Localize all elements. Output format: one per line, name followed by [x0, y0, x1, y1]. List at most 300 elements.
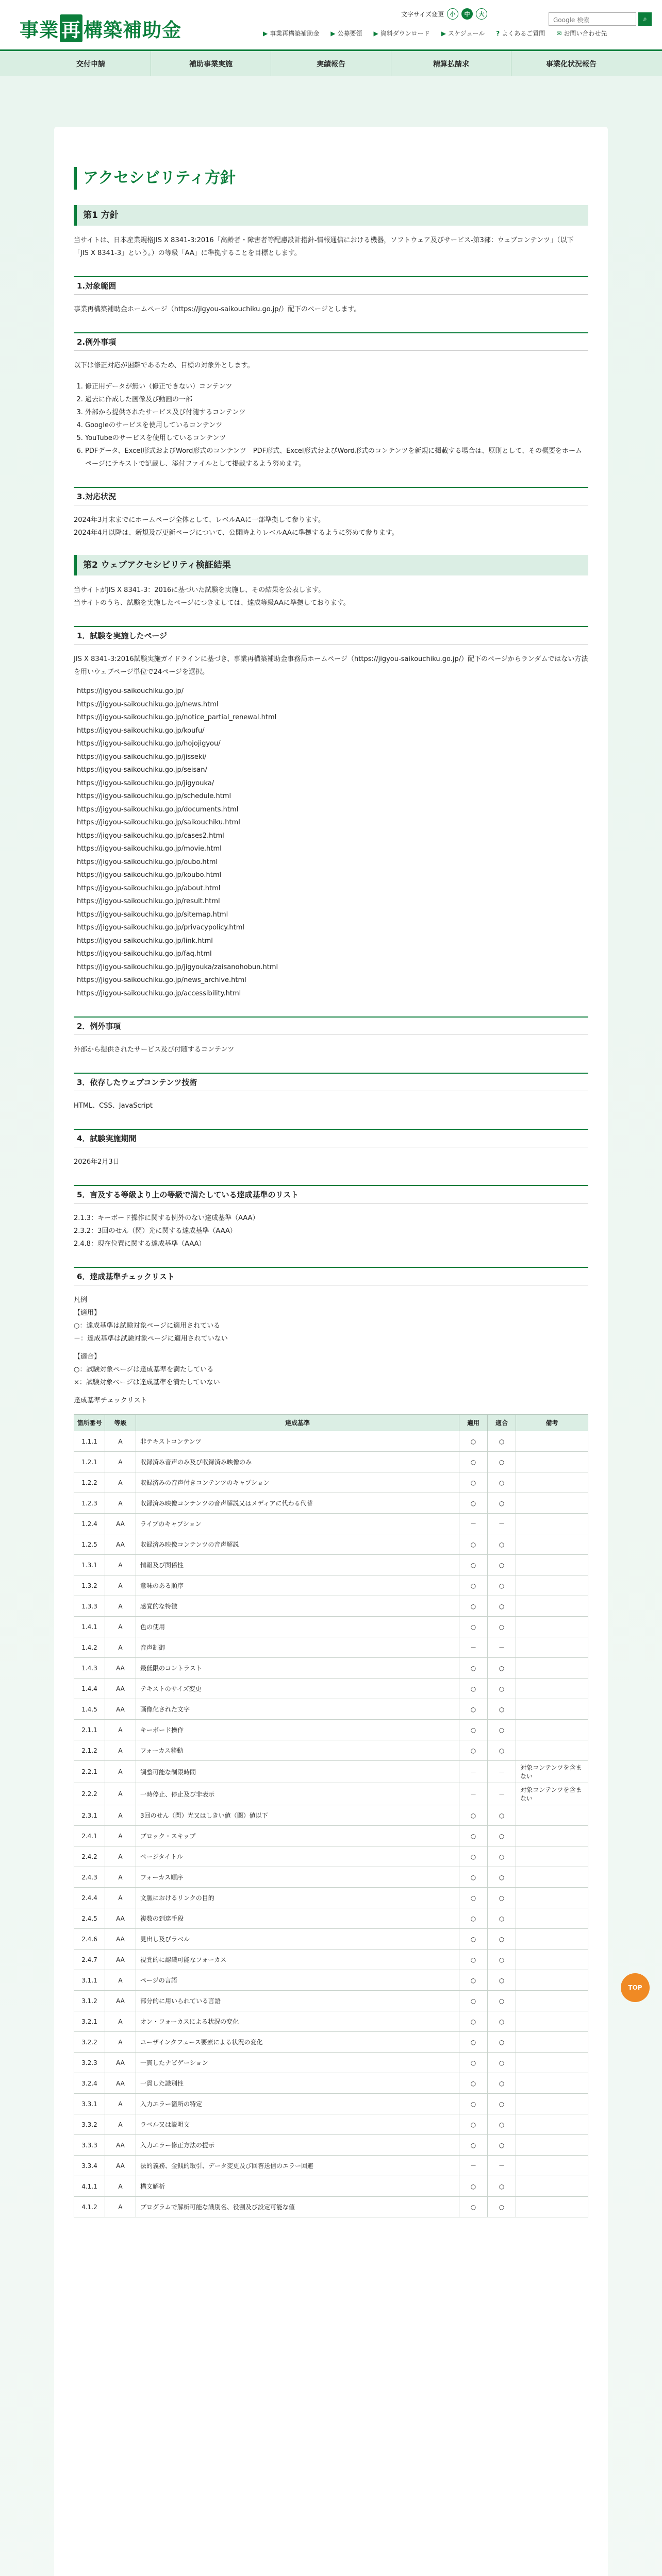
table-cell: ○	[488, 1452, 516, 1472]
table-cell: 1.4.5	[74, 1699, 105, 1720]
table-cell: 3.3.2	[74, 2114, 105, 2135]
table-cell	[516, 1555, 588, 1575]
table-row	[74, 1908, 588, 1929]
table-row	[74, 1658, 588, 1679]
table-cell: AA	[105, 1950, 136, 1970]
table-cell: AA	[105, 2073, 136, 2094]
table-cell: AA	[105, 1699, 136, 1720]
table-row	[74, 1867, 588, 1888]
table-cell: ブロック・スキップ	[136, 1826, 459, 1846]
table-cell: A	[105, 1452, 136, 1472]
table-cell: 3.2.4	[74, 2073, 105, 2094]
section-text: JIS X 8341-3:2016試験実施ガイドラインに基づき、事業再構築補助金事務局ホームページ（https://jigyou-saikouchiku.go.jp/）配下のページからランダムではない方法を用いウェブページ単位で24ページを選択。	[74, 655, 588, 676]
table-row	[74, 1493, 588, 1514]
subsection-heading: 3．依存したウェブコンテンツ技術	[74, 1073, 588, 1091]
table-row	[74, 1431, 588, 1452]
table-cell: ○	[459, 1867, 488, 1888]
table-cell: 画像化された文字	[136, 1699, 459, 1720]
table-cell: A	[105, 2094, 136, 2114]
table-cell	[516, 1493, 588, 1514]
table-cell: A	[105, 1826, 136, 1846]
list-item: 5. YouTubeのサービスを使用しているコンテンツ	[85, 432, 588, 445]
table-header: 箇所番号	[74, 1415, 105, 1431]
table-cell: 複数の到達手段	[136, 1908, 459, 1929]
header-link-2[interactable]: ▶ 資料ダウンロード	[373, 30, 430, 37]
table-cell: A	[105, 2197, 136, 2217]
table-cell: ○	[459, 1805, 488, 1826]
page-title: アクセシビリティ方針	[74, 167, 588, 190]
table-cell: 1.2.3	[74, 1493, 105, 1514]
table-cell	[516, 1888, 588, 1908]
table-cell: ○	[459, 1534, 488, 1555]
table-cell: ○	[459, 2094, 488, 2114]
table-cell: AA	[105, 1991, 136, 2011]
list-item: 3. 外部から提供されたサービス及び付随するコンテンツ	[85, 406, 588, 419]
table-cell	[516, 1970, 588, 1991]
table-cell: AA	[105, 2053, 136, 2073]
table-cell	[516, 1846, 588, 1867]
list-item: 4. Googleのサービスを使用しているコンテンツ	[85, 419, 588, 432]
table-cell: －	[488, 1637, 516, 1658]
search-icon[interactable]: ⌕	[638, 12, 652, 26]
url-link[interactable]: https://jigyou-saikouchiku.go.jp/koufu/	[77, 726, 205, 735]
url-link[interactable]: https://jigyou-saikouchiku.go.jp/result.html	[77, 897, 220, 905]
table-row	[74, 1991, 588, 2011]
table-cell: 2.4.4	[74, 1888, 105, 1908]
url-link[interactable]: https://jigyou-saikouchiku.go.jp/cases2.html	[77, 832, 224, 840]
table-cell: ○	[459, 1617, 488, 1637]
table-cell: 1.3.2	[74, 1575, 105, 1596]
table-cell: ○	[459, 1431, 488, 1452]
table-row	[74, 1534, 588, 1555]
table-cell: ラベル又は説明文	[136, 2114, 459, 2135]
url-link[interactable]: https://jigyou-saikouchiku.go.jp/news.html	[77, 700, 219, 708]
header-link-5[interactable]: ✉ お問い合わせ先	[556, 30, 607, 37]
table-cell	[516, 1452, 588, 1472]
table-cell	[516, 1929, 588, 1950]
table-cell: ○	[459, 2135, 488, 2156]
table-cell: ○	[488, 1929, 516, 1950]
table-cell: －	[459, 1783, 488, 1805]
table-cell: ○	[488, 1699, 516, 1720]
table-row	[74, 1617, 588, 1637]
table-cell: ○	[459, 1720, 488, 1740]
header-link-1[interactable]: ▶ 公募要領	[330, 30, 362, 37]
font-size-control	[401, 8, 487, 20]
status-text: 2024年3月末までにホームページ全体として、レベルAAに一部準拠して参ります。 2024年4月以降は、新規及び更新ページについて、公開時よりレベルAAに準拠するように努めて参ります。	[74, 516, 399, 537]
legend	[74, 1294, 588, 1407]
table-cell: ○	[459, 1555, 488, 1575]
table-cell: ユーザインタフェース要素による状況の変化	[136, 2032, 459, 2053]
table-cell: ○	[459, 1452, 488, 1472]
nav-item[interactable]: 交付申請	[31, 51, 151, 76]
url-link[interactable]: https://jigyou-saikouchiku.go.jp/seisan/	[77, 766, 207, 774]
table-cell: 1.4.3	[74, 1658, 105, 1679]
table-cell: ○	[459, 2053, 488, 2073]
url-link[interactable]: https://jigyou-saikouchiku.go.jp/hojojigyou/	[77, 740, 221, 748]
table-cell: ○	[459, 2073, 488, 2094]
nav-item[interactable]: 補助事業実施	[151, 51, 271, 76]
table-cell: ○	[488, 1596, 516, 1617]
table-cell: ○	[459, 2176, 488, 2197]
table-cell: ○	[459, 1575, 488, 1596]
table-cell: A	[105, 1596, 136, 1617]
table-cell: ○	[488, 2176, 516, 2197]
table-cell: ○	[488, 1740, 516, 1761]
table-cell: ○	[488, 1950, 516, 1970]
table-cell: A	[105, 2011, 136, 2032]
table-cell: 音声制御	[136, 1637, 459, 1658]
table-row	[74, 1596, 588, 1617]
table-cell	[516, 1720, 588, 1740]
table-cell: －	[459, 1637, 488, 1658]
checklist-table	[74, 1414, 588, 2217]
table-row	[74, 2197, 588, 2217]
table-cell: オン・フォーカスによる状況の変化	[136, 2011, 459, 2032]
subsection-heading: 1.対象範囲	[74, 276, 588, 295]
subsection-heading: 6．達成基準チェックリスト	[74, 1267, 588, 1285]
table-cell: フォーカス順序	[136, 1867, 459, 1888]
table-cell: －	[488, 1514, 516, 1534]
table-cell	[516, 2053, 588, 2073]
url-link[interactable]: https://jigyou-saikouchiku.go.jp/link.html	[77, 937, 213, 945]
table-cell: ○	[488, 1555, 516, 1575]
section-heading: 第1 方針	[74, 205, 588, 226]
subsection-heading: 2．例外事項	[74, 1016, 588, 1035]
header-link-0[interactable]: ▶ 事業再構築補助金	[263, 30, 320, 37]
table-cell: ○	[459, 1493, 488, 1514]
site-header	[0, 0, 662, 49]
table-cell: AA	[105, 1658, 136, 1679]
url-link[interactable]: https://jigyou-saikouchiku.go.jp/jigyouka/	[77, 779, 214, 787]
table-row	[74, 1740, 588, 1761]
table-cell: テキストのサイズ変更	[136, 1679, 459, 1699]
table-cell: ○	[459, 2114, 488, 2135]
url-link[interactable]: https://jigyou-saikouchiku.go.jp/koubo.html	[77, 871, 222, 879]
table-header: 適用	[459, 1415, 488, 1431]
url-link[interactable]: https://jigyou-saikouchiku.go.jp/faq.html	[77, 950, 212, 958]
table-cell: 視覚的に認識可能なフォーカス	[136, 1950, 459, 1970]
table-cell: 色の使用	[136, 1617, 459, 1637]
table-cell: ○	[459, 1950, 488, 1970]
table-cell: A	[105, 1970, 136, 1991]
table-cell: A	[105, 1761, 136, 1783]
table-cell: A	[105, 1555, 136, 1575]
table-cell	[516, 2135, 588, 2156]
section-text: 以下は修正対応が困難であるため、目標の対象外とします。	[74, 362, 254, 369]
header-links	[263, 29, 607, 38]
header-link-4[interactable]: ? よくあるご質問	[496, 30, 545, 37]
table-cell: ○	[459, 2011, 488, 2032]
table-cell: 2.2.2	[74, 1783, 105, 1805]
table-cell: 入力エラー修正方法の提示	[136, 2135, 459, 2156]
table-cell: －	[488, 1783, 516, 1805]
header-link-3[interactable]: ▶ スケジュール	[441, 30, 485, 37]
url-link[interactable]: https://jigyou-saikouchiku.go.jp/saikouchiku.html	[77, 819, 240, 826]
font-size-large[interactable]: 大	[476, 8, 487, 20]
table-cell: キーボード操作	[136, 1720, 459, 1740]
table-cell: AA	[105, 2156, 136, 2176]
table-cell: ○	[488, 1991, 516, 2011]
font-size-medium[interactable]: 中	[461, 8, 473, 20]
table-row	[74, 2073, 588, 2094]
table-cell: 3.2.1	[74, 2011, 105, 2032]
url-link[interactable]: https://jigyou-saikouchiku.go.jp/	[77, 687, 184, 695]
table-cell	[516, 1431, 588, 1452]
table-cell: ○	[459, 2197, 488, 2217]
table-cell: ○	[488, 1826, 516, 1846]
table-cell: 3.2.3	[74, 2053, 105, 2073]
table-cell: ○	[488, 2032, 516, 2053]
nav-item[interactable]: 事業化状況報告	[546, 60, 597, 69]
table-cell: 非テキストコンテンツ	[136, 1431, 459, 1452]
table-cell: ○	[459, 1472, 488, 1493]
search-input[interactable]: Google 検索	[549, 12, 636, 26]
table-cell: －	[488, 2156, 516, 2176]
table-cell: A	[105, 1846, 136, 1867]
table-row	[74, 1970, 588, 1991]
table-cell: 2.1.1	[74, 1720, 105, 1740]
table-cell: フォーカス移動	[136, 1740, 459, 1761]
table-cell: 法的義務、金銭的取引、データ変更及び回答送信のエラー回避	[136, 2156, 459, 2176]
table-cell: －	[459, 2156, 488, 2176]
table-cell: ○	[488, 2053, 516, 2073]
legend-line: ○：試験対象ページは達成基準を満たしている	[74, 1366, 214, 1374]
url-link[interactable]: https://jigyou-saikouchiku.go.jp/accessibility.html	[77, 989, 241, 997]
table-row	[74, 1950, 588, 1970]
table-cell: 2.4.2	[74, 1846, 105, 1867]
table-cell: ○	[459, 1658, 488, 1679]
table-cell: 3.1.1	[74, 1970, 105, 1991]
table-cell	[516, 1658, 588, 1679]
criteria-list: 2.1.3：キーボード操作に関する例外のない達成基準（AAA） 2.3.2：3回のせん（閃）光に関する達成基準（AAA） 2.4.8：現在位置に関する達成基準（AAA）	[74, 1214, 259, 1248]
table-cell: 入力エラー箇所の特定	[136, 2094, 459, 2114]
table-cell: ○	[488, 1970, 516, 1991]
table-row	[74, 2114, 588, 2135]
table-row	[74, 1637, 588, 1658]
url-link[interactable]: https://jigyou-saikouchiku.go.jp/sitemap.html	[77, 910, 228, 919]
table-cell	[516, 2032, 588, 2053]
legend-line: 【適合】	[74, 1353, 101, 1361]
url-list	[74, 685, 588, 1000]
table-cell: ○	[488, 1658, 516, 1679]
table-cell	[516, 1805, 588, 1826]
table-cell: 3.2.2	[74, 2032, 105, 2053]
table-cell	[516, 1575, 588, 1596]
table-cell: 1.2.4	[74, 1514, 105, 1534]
table-cell: 3.3.4	[74, 2156, 105, 2176]
subsection-heading: 1．試験を実施したページ	[74, 626, 588, 645]
table-cell: ページの言語	[136, 1970, 459, 1991]
table-cell: ○	[459, 1699, 488, 1720]
table-cell: 3.3.1	[74, 2094, 105, 2114]
list-item: 6. PDFデータ、Excel形式およびWord形式のコンテンツ PDF形式、Excel形式およびWord形式のコンテンツを新規に掲載する場合は、原則として、その概要をホームページにテキストで記載し、添付ファイルとして掲載するよう努めます。	[85, 445, 588, 470]
table-cell: 2.1.2	[74, 1740, 105, 1761]
subsection-heading: 3.対応状況	[74, 487, 588, 505]
legend-line: ○：達成基準は試験対象ページに適用されている	[74, 1322, 221, 1330]
table-cell	[516, 2197, 588, 2217]
table-cell: 2.2.1	[74, 1761, 105, 1783]
table-row	[74, 1805, 588, 1826]
table-cell: ○	[488, 1805, 516, 1826]
table-row	[74, 2011, 588, 2032]
table-cell	[516, 1740, 588, 1761]
table-cell: 一貫したナビゲーション	[136, 2053, 459, 2073]
url-link[interactable]: https://jigyou-saikouchiku.go.jp/documents.html	[77, 805, 239, 814]
url-link[interactable]: https://jigyou-saikouchiku.go.jp/notice_partial_renewal.html	[77, 714, 277, 721]
table-cell: AA	[105, 2135, 136, 2156]
list-item: 2. 過去に作成した画像及び動画の一部	[85, 393, 588, 406]
table-cell: A	[105, 1888, 136, 1908]
table-header: 達成基準	[136, 1415, 459, 1431]
table-row	[74, 1783, 588, 1805]
table-cell: 一貫した識別性	[136, 2073, 459, 2094]
table-cell: 1.4.4	[74, 1679, 105, 1699]
table-cell: ○	[488, 1431, 516, 1452]
table-row	[74, 2156, 588, 2176]
table-cell: 対象コンテンツを含まない	[516, 1761, 588, 1783]
table-cell	[516, 2114, 588, 2135]
table-cell: 3回のせん（閃）光又はしきい値（閾）値以下	[136, 1805, 459, 1826]
url-link[interactable]: https://jigyou-saikouchiku.go.jp/schedule.html	[77, 792, 231, 800]
legend-line: 達成基準チェックリスト	[74, 1397, 147, 1404]
table-cell: 感覚的な特徴	[136, 1596, 459, 1617]
table-cell: 収録済みの音声付きコンテンツのキャプション	[136, 1472, 459, 1493]
table-cell: 1.1.1	[74, 1431, 105, 1452]
table-cell: ライブのキャプション	[136, 1514, 459, 1534]
table-cell: ○	[488, 1617, 516, 1637]
table-cell	[516, 1699, 588, 1720]
content-card	[54, 127, 608, 2576]
font-size-label: 文字サイズ変更	[401, 10, 444, 18]
url-link[interactable]: https://jigyou-saikouchiku.go.jp/oubo.html	[77, 858, 218, 866]
legend-line: ×：試験対象ページは達成基準を満たしていない	[74, 1379, 220, 1386]
url-link[interactable]: https://jigyou-saikouchiku.go.jp/jigyouka/zaisanohobun.html	[77, 963, 278, 971]
table-cell: ○	[459, 1679, 488, 1699]
table-cell: A	[105, 1867, 136, 1888]
table-cell: 調整可能な制限時間	[136, 1761, 459, 1783]
table-cell: 収録済み映像コンテンツの音声解説	[136, 1534, 459, 1555]
site-logo[interactable]: 事業 再 構築補助金	[20, 14, 181, 42]
table-cell: ○	[488, 2135, 516, 2156]
table-cell: ○	[488, 1575, 516, 1596]
legend-line: 【適用】	[74, 1309, 101, 1317]
table-cell: ○	[488, 1867, 516, 1888]
global-nav	[0, 49, 662, 76]
table-cell: ○	[488, 1720, 516, 1740]
table-row	[74, 2032, 588, 2053]
table-cell: A	[105, 1740, 136, 1761]
section-text: HTML、CSS、JavaScript	[74, 1102, 153, 1110]
table-row	[74, 1452, 588, 1472]
nav-item[interactable]: 精算払請求	[391, 51, 511, 76]
section-text: 2026年2月3日	[74, 1158, 120, 1166]
table-cell: 4.1.2	[74, 2197, 105, 2217]
legend-line: －：達成基準は試験対象ページに適用されていない	[74, 1335, 228, 1343]
table-row	[74, 1826, 588, 1846]
table-cell: A	[105, 1805, 136, 1826]
table-cell: 3.3.3	[74, 2135, 105, 2156]
table-cell: A	[105, 1720, 136, 1740]
url-link[interactable]: https://jigyou-saikouchiku.go.jp/news_archive.html	[77, 976, 246, 984]
table-cell: 対象コンテンツを含まない	[516, 1783, 588, 1805]
table-cell	[516, 2094, 588, 2114]
table-cell: ○	[459, 1846, 488, 1867]
table-cell	[516, 1617, 588, 1637]
table-cell: ○	[488, 1534, 516, 1555]
exception-list	[74, 380, 588, 470]
table-cell: ○	[459, 1596, 488, 1617]
subsection-heading: 5．言及する等級より上の等級で満たしている達成基準のリスト	[74, 1185, 588, 1204]
table-cell	[516, 2011, 588, 2032]
table-cell	[516, 1679, 588, 1699]
table-cell: ○	[459, 1929, 488, 1950]
url-link[interactable]: https://jigyou-saikouchiku.go.jp/about.html	[77, 884, 221, 892]
table-cell: ○	[488, 2197, 516, 2217]
table-row	[74, 1720, 588, 1740]
table-cell: ○	[488, 2094, 516, 2114]
table-cell: 1.4.2	[74, 1637, 105, 1658]
table-cell: ○	[488, 2114, 516, 2135]
table-cell: ○	[459, 2032, 488, 2053]
url-link[interactable]: https://jigyou-saikouchiku.go.jp/jisseki/	[77, 753, 207, 761]
table-cell: 1.2.1	[74, 1452, 105, 1472]
section-text: 事業再構築補助金ホームページ（https://jigyou-saikouchiku.go.jp/）配下のページとします。	[74, 306, 361, 313]
table-cell: 4.1.1	[74, 2176, 105, 2197]
table-cell: 一時停止、停止及び非表示	[136, 1783, 459, 1805]
table-cell: 2.3.1	[74, 1805, 105, 1826]
url-link[interactable]: https://jigyou-saikouchiku.go.jp/privacypolicy.html	[77, 924, 244, 931]
back-to-top-button[interactable]: TOP	[621, 1973, 650, 2002]
table-cell: 1.2.5	[74, 1534, 105, 1555]
table-cell: 2.4.7	[74, 1950, 105, 1970]
table-cell	[516, 1472, 588, 1493]
table-cell: AA	[105, 1534, 136, 1555]
table-row	[74, 2135, 588, 2156]
section-text: 外部から提供されたサービス及び付随するコンテンツ	[74, 1046, 235, 1054]
font-size-small[interactable]: 小	[447, 8, 458, 20]
table-cell: A	[105, 1575, 136, 1596]
table-cell	[516, 1950, 588, 1970]
table-cell	[516, 1991, 588, 2011]
table-cell: ○	[459, 1970, 488, 1991]
section-text: 当サイトは、日本産業規格JIS X 8341-3:2016「高齢者・障害者等配慮設計指針-情報通信における機器，ソフトウェア及びサービス-第3部：ウェブコンテンツ」（以下「JIS X 8341-3」という。）の等級「AA」に準拠することを目標とします。	[74, 236, 574, 257]
table-cell: 1.4.1	[74, 1617, 105, 1637]
table-row	[74, 1472, 588, 1493]
table-cell: AA	[105, 1514, 136, 1534]
table-row	[74, 1846, 588, 1867]
section-text: 当サイトがJIS X 8341-3：2016に基づいた試験を実施し、その結果を公表します。 当サイトのうち、試験を実施したページにつきましては、達成等級AAに準拠しております。	[74, 586, 350, 607]
table-cell: A	[105, 2176, 136, 2197]
table-cell: ○	[488, 1493, 516, 1514]
table-row	[74, 1699, 588, 1720]
table-cell: 2.4.3	[74, 1867, 105, 1888]
url-link[interactable]: https://jigyou-saikouchiku.go.jp/movie.html	[77, 845, 222, 853]
table-cell: 1.2.2	[74, 1472, 105, 1493]
table-cell: A	[105, 1637, 136, 1658]
table-header: 備考	[516, 1415, 588, 1431]
nav-item[interactable]: 実績報告	[271, 51, 391, 76]
table-cell: ○	[459, 1991, 488, 2011]
table-cell	[516, 1637, 588, 1658]
section-heading: 第2 ウェブアクセシビリティ検証結果	[74, 555, 588, 575]
table-cell: A	[105, 1431, 136, 1452]
table-cell: 2.4.1	[74, 1826, 105, 1846]
table-cell: 2.4.5	[74, 1908, 105, 1929]
table-row	[74, 1888, 588, 1908]
subsection-heading: 2.例外事項	[74, 332, 588, 351]
table-cell	[516, 1596, 588, 1617]
